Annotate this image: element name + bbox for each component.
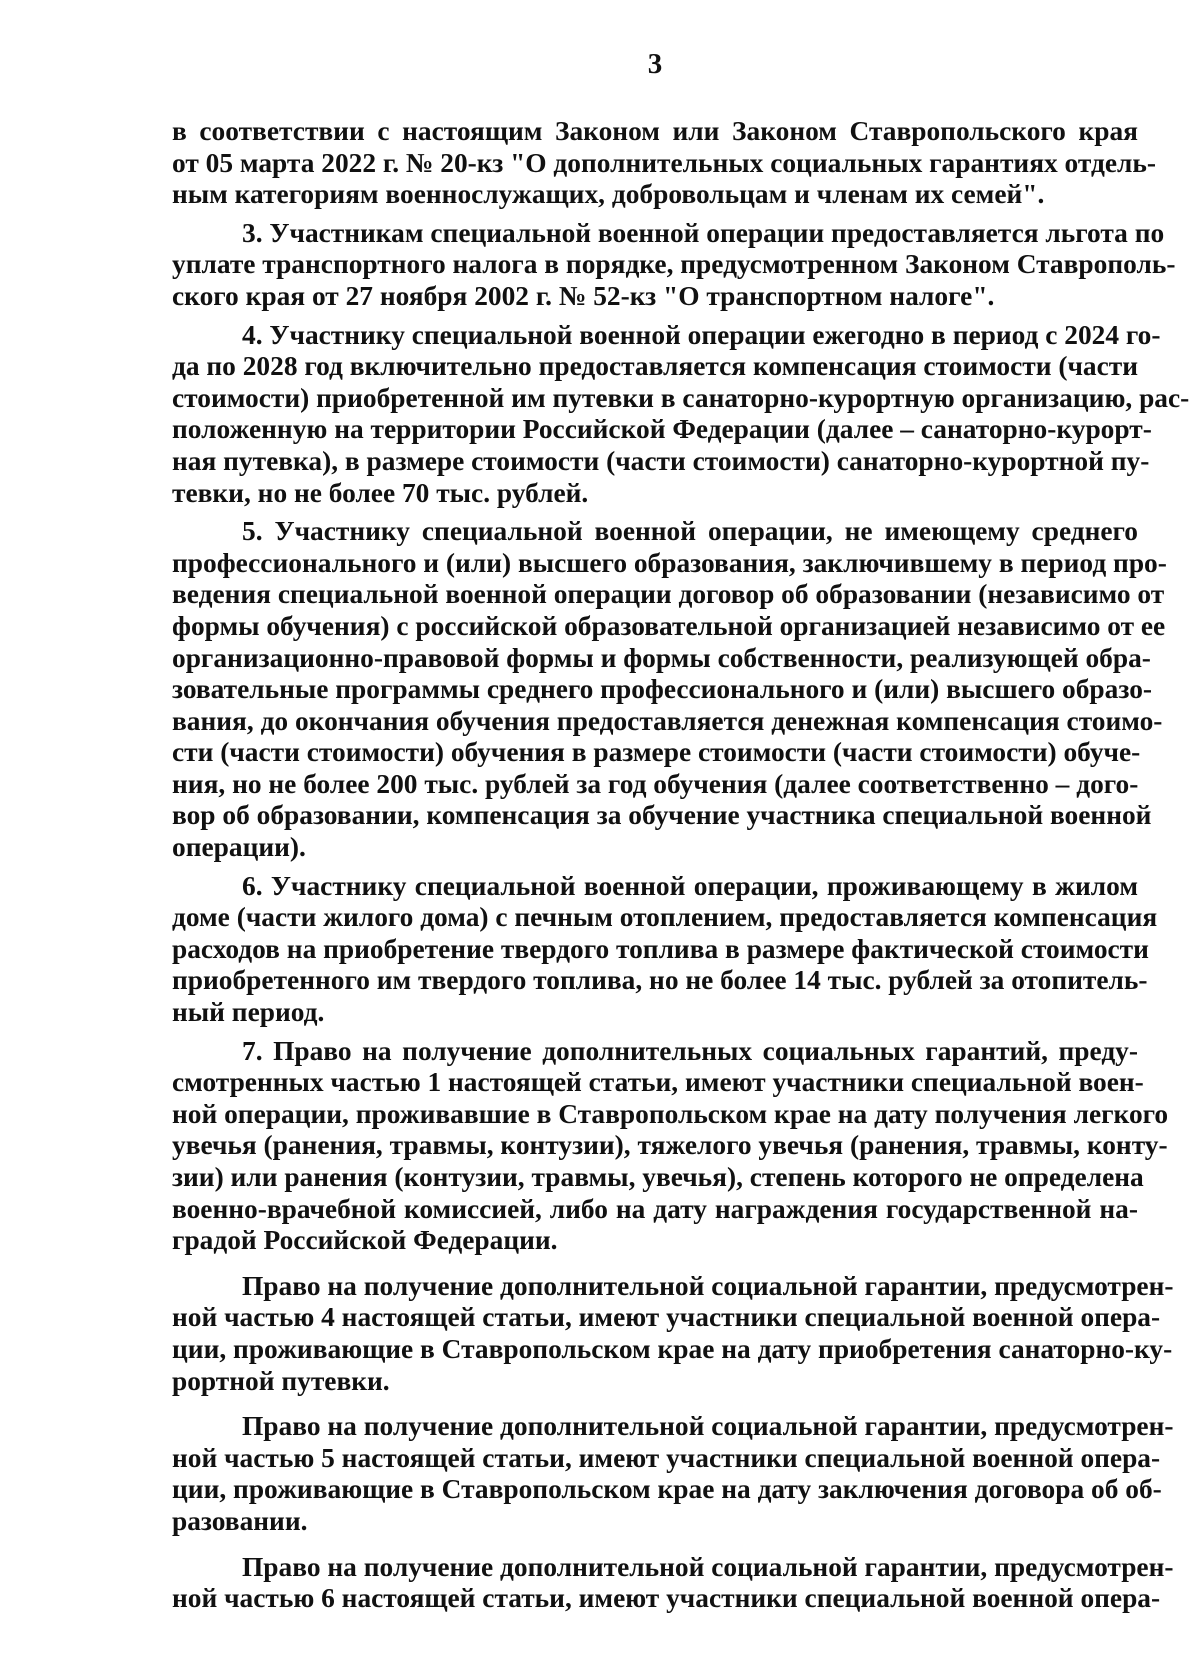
paragraph-line: зии) или ранения (контузии, травмы, увечья), степень которого не определена	[172, 1162, 1144, 1192]
paragraph-line: уплате транспортного налога в порядке, предусмотренном Законом Ставрополь-	[172, 249, 1176, 280]
paragraph-line: положенную на территории Российской Федерации (далее – санаторно-курорт-	[172, 414, 1152, 445]
paragraph-line: ная путевка), в размере стоимости (части стоимости) санаторно-курортной пу-	[172, 445, 1150, 476]
paragraph-line: вор об образовании, компенсация за обучение участника специальной военной	[172, 800, 1152, 831]
paragraph-line: смотренных частью 1 настоящей статьи, имеют участники специальной воен-	[172, 1067, 1144, 1098]
paragraph-line: операции).	[172, 832, 306, 863]
paragraph-line: ведения специальной военной операции договор об образовании (независимо от	[172, 579, 1165, 610]
paragraph-line: Право на получение дополнительной социальной гарантии, предусмотрен-	[242, 1551, 1174, 1582]
paragraph-line: в соответствии с настоящим Законом или Законом Ставропольского края	[172, 116, 1138, 146]
paragraph-line: 3. Участникам специальной военной операции предоставляется льгота по	[242, 217, 1165, 248]
paragraph-line: формы обучения) с российской образовательной организацией независимо от ее	[172, 610, 1166, 641]
paragraph-line: ния, но не более 200 тыс. рублей за год обучения (далее соответственно – дого-	[172, 768, 1139, 799]
paragraph-line: стоимости) приобретенной им путевки в санаторно-курортную организацию, рас-	[172, 382, 1190, 413]
paragraph-line: зовательные программы среднего профессионального и (или) высшего образо-	[172, 674, 1153, 705]
paragraph-line: приобретенного им твердого топлива, но не более 14 тыс. рублей за отопитель-	[172, 965, 1148, 996]
paragraph-line: расходов на приобретение твердого топлива в размере фактической стоимости	[172, 933, 1149, 964]
paragraph-line: ной частью 4 настоящей статьи, имеют участники специальной военной опера-	[172, 1302, 1161, 1333]
paragraph-line: ции, проживающие в Ставропольском крае на дату приобретения санаторно-ку-	[172, 1333, 1173, 1364]
paragraph-line: организационно-правовой формы и формы собственности, реализующей обра-	[172, 642, 1151, 673]
paragraph-p10	[172, 1551, 1174, 1615]
paragraph-p9	[172, 1411, 1174, 1537]
paragraph-line: да по 2028 год включительно предоставляется компенсация стоимости (части	[172, 351, 1138, 382]
paragraph-p8	[172, 1270, 1174, 1397]
paragraph-p6	[172, 870, 1158, 1029]
paragraph-line: градой Российской Федерации.	[172, 1225, 558, 1256]
paragraph-line: вания, до окончания обучения предоставляется денежная компенсация стоимо-	[172, 705, 1163, 736]
paragraph-line: ского края от 27 ноября 2002 г. № 52-кз "О транспортном налоге".	[172, 280, 995, 311]
paragraph-p3	[172, 217, 1176, 313]
paragraph-p5	[172, 516, 1167, 864]
paragraph-line: ной частью 5 настоящей статьи, имеют участники специальной военной опера-	[172, 1442, 1161, 1473]
paragraph-line: увечья (ранения, травмы, контузии), тяжелого увечья (ранения, травмы, конту-	[172, 1130, 1168, 1161]
paragraph-line: сти (части стоимости) обучения в размере стоимости (части стоимости) обуче-	[172, 737, 1141, 768]
paragraph-p0	[172, 116, 1156, 211]
paragraph-line: тевки, но не более 70 тыс. рублей.	[172, 477, 589, 508]
document-body	[172, 116, 1190, 1615]
paragraph-line: ной частью 6 настоящей статьи, имеют участники специальной военной опера-	[172, 1583, 1161, 1614]
page-number: 3	[647, 48, 663, 80]
paragraph-line: 6. Участнику специальной военной операции, проживающему в жилом	[242, 870, 1138, 901]
paragraph-line: 5. Участнику специальной военной операции, не имеющему среднего	[242, 516, 1138, 547]
paragraph-line: военно-врачебной комиссией, либо на дату награждения государственной на-	[172, 1193, 1138, 1224]
paragraph-p7	[172, 1035, 1169, 1257]
paragraph-line: Право на получение дополнительной социальной гарантии, предусмотрен-	[242, 1270, 1174, 1301]
paragraph-p4	[172, 319, 1190, 510]
document-page	[172, 0, 1190, 1670]
paragraph-line: 7. Право на получение дополнительных социальных гарантий, преду-	[242, 1035, 1138, 1066]
paragraph-line: 4. Участнику специальной военной операции ежегодно в период с 2024 го-	[242, 319, 1161, 350]
paragraph-line: профессионального и (или) высшего образования, заключившему в период про-	[172, 547, 1167, 578]
paragraph-line: ным категориям военнослужащих, добровольцам и членам их семей".	[172, 179, 1045, 210]
paragraph-line: разовании.	[172, 1505, 308, 1536]
paragraph-line: ции, проживающие в Ставропольском крае на дату заключения договора об об-	[172, 1474, 1162, 1505]
paragraph-line: ной операции, проживавшие в Ставропольском крае на дату получения легкого	[172, 1098, 1169, 1129]
paragraph-line: доме (части жилого дома) с печным отоплением, предоставляется компенсация	[172, 902, 1158, 933]
paragraph-line: Право на получение дополнительной социальной гарантии, предусмотрен-	[242, 1411, 1174, 1442]
paragraph-line: ный период.	[172, 997, 325, 1028]
paragraph-line: рортной путевки.	[172, 1365, 390, 1396]
paragraph-line: от 05 марта 2022 г. № 20-кз "О дополнительных социальных гарантиях отдель-	[172, 147, 1156, 178]
